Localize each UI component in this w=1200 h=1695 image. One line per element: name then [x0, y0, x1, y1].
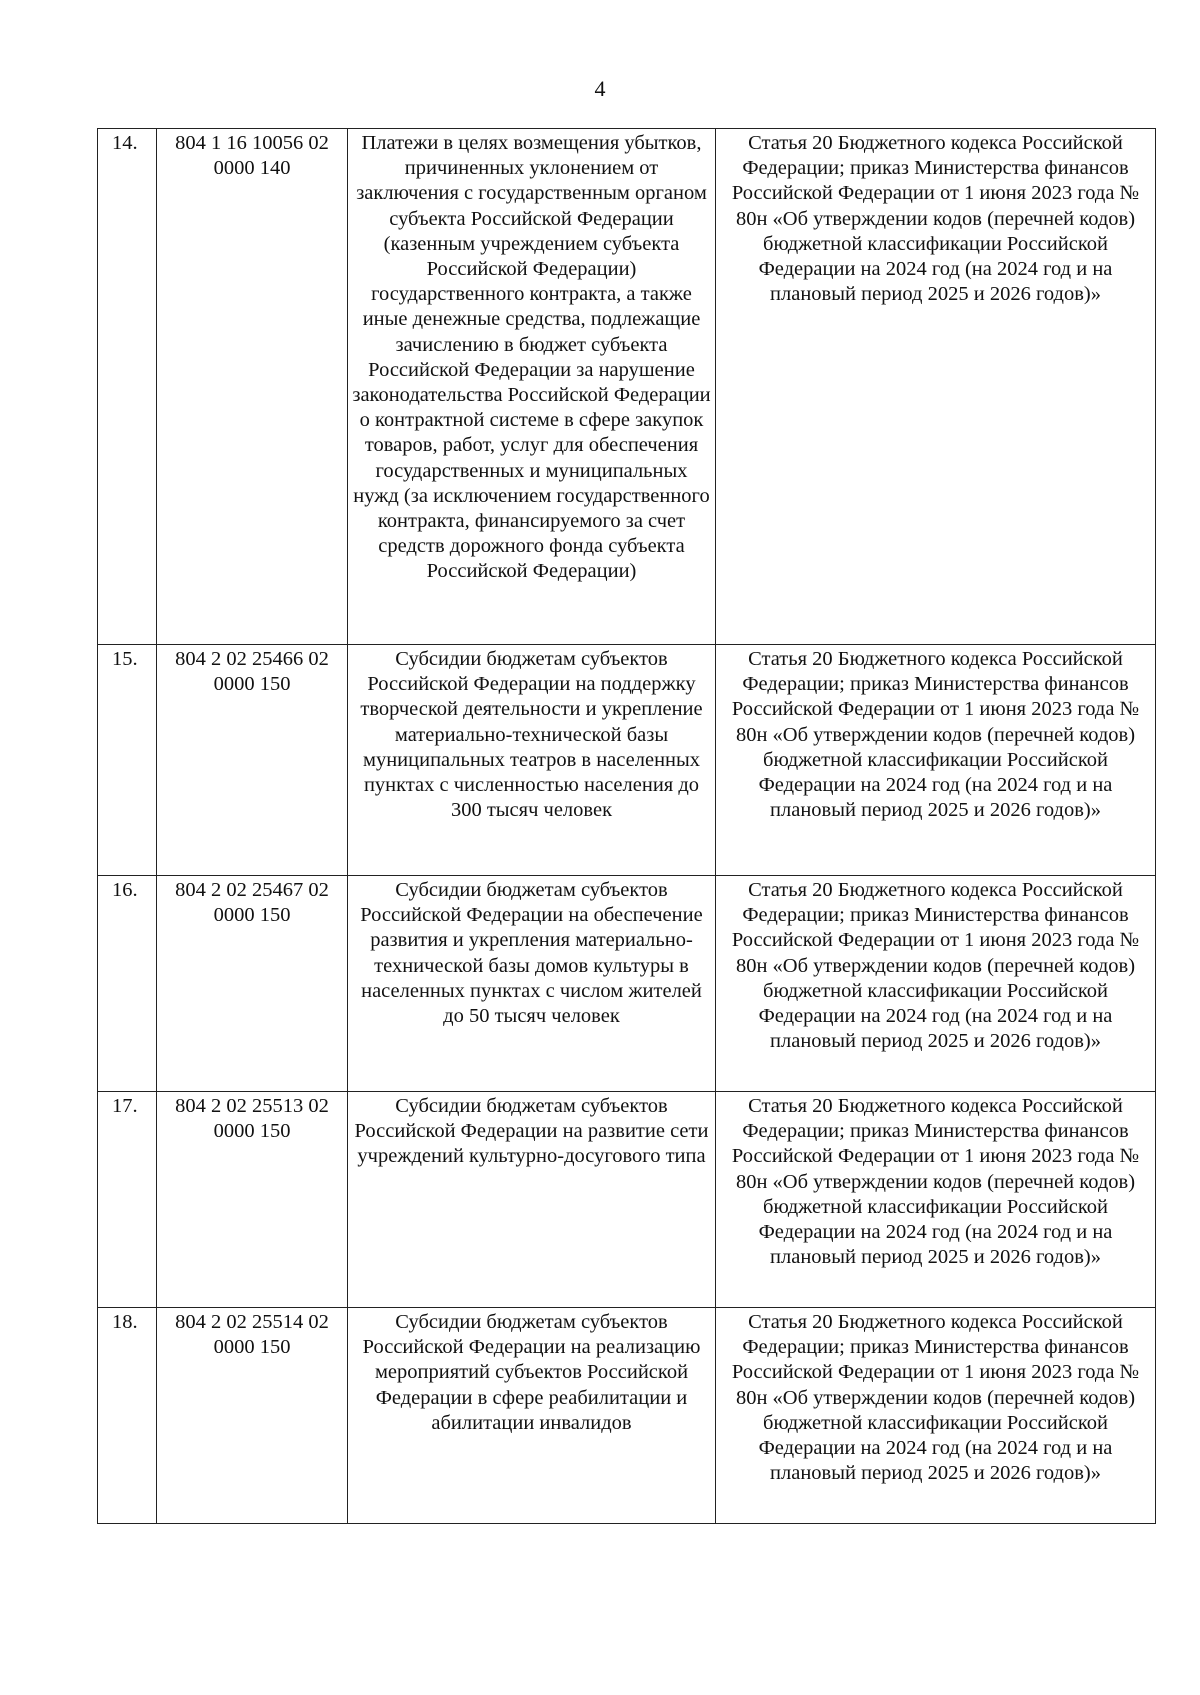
- revenue-name: Платежи в целях возмещения убытков, причиненных уклонением от заключения с государственным органом субъекта Российской Федерации (казенным учреждением субъекта Российской Федерации) государственного контракта, а также иные денежные средства, подлежащие зачислению в бюджет субъекта Российской Федерации за нарушение законодательства Российской Федерации о контрактной системе в сфере закупок товаров, работ, услуг для обеспечения государственных и муниципальных нужд (за исключением государственного контракта, финансируемого за счет средств дорожного фонда субъекта Российской Федерации): [348, 129, 716, 645]
- table-row: [98, 1092, 1156, 1308]
- budget-code: 804 2 02 25467 02 0000 150: [157, 876, 348, 1092]
- budget-code: 804 2 02 25514 02 0000 150: [157, 1308, 348, 1524]
- revenue-name: Субсидии бюджетам субъектов Российской Федерации на поддержку творческой деятельности и укрепление материально-технической базы муниципальных театров в населенных пунктах с численностью населения до 300 тысяч человек: [348, 645, 716, 876]
- legal-basis: Статья 20 Бюджетного кодекса Российской Федерации; приказ Министерства финансов Российской Федерации от 1 июня 2023 года № 80н «Об утверждении кодов (перечней кодов) бюджетной классификации Российской Федерации на 2024 год (на 2024 год и на плановый период 2025 и 2026 годов)»: [716, 129, 1156, 645]
- budget-code: 804 2 02 25466 02 0000 150: [157, 645, 348, 876]
- budget-code: 804 2 02 25513 02 0000 150: [157, 1092, 348, 1308]
- revenue-name: Субсидии бюджетам субъектов Российской Федерации на реализацию мероприятий субъектов Российской Федерации в сфере реабилитации и абилитации инвалидов: [348, 1308, 716, 1524]
- table-row: [98, 645, 1156, 876]
- row-number: 17.: [98, 1092, 157, 1308]
- revenue-name: Субсидии бюджетам субъектов Российской Федерации на развитие сети учреждений культурно-досугового типа: [348, 1092, 716, 1308]
- table-row: [98, 876, 1156, 1092]
- revenue-name: Субсидии бюджетам субъектов Российской Федерации на обеспечение развития и укрепления материально-технической базы домов культуры в населенных пунктах с числом жителей до 50 тысяч человек: [348, 876, 716, 1092]
- budget-codes-table: [97, 128, 1156, 1524]
- page-number: 4: [594, 76, 606, 101]
- budget-code: 804 1 16 10056 02 0000 140: [157, 129, 348, 645]
- row-number: 15.: [98, 645, 157, 876]
- table-row: [98, 1308, 1156, 1524]
- table-row: [98, 129, 1156, 645]
- legal-basis: Статья 20 Бюджетного кодекса Российской Федерации; приказ Министерства финансов Российской Федерации от 1 июня 2023 года № 80н «Об утверждении кодов (перечней кодов) бюджетной классификации Российской Федерации на 2024 год (на 2024 год и на плановый период 2025 и 2026 годов)»: [716, 1092, 1156, 1308]
- legal-basis: Статья 20 Бюджетного кодекса Российской Федерации; приказ Министерства финансов Российской Федерации от 1 июня 2023 года № 80н «Об утверждении кодов (перечней кодов) бюджетной классификации Российской Федерации на 2024 год (на 2024 год и на плановый период 2025 и 2026 годов)»: [716, 1308, 1156, 1524]
- row-number: 16.: [98, 876, 157, 1092]
- row-number: 14.: [98, 129, 157, 645]
- row-number: 18.: [98, 1308, 157, 1524]
- legal-basis: Статья 20 Бюджетного кодекса Российской Федерации; приказ Министерства финансов Российской Федерации от 1 июня 2023 года № 80н «Об утверждении кодов (перечней кодов) бюджетной классификации Российской Федерации на 2024 год (на 2024 год и на плановый период 2025 и 2026 годов)»: [716, 645, 1156, 876]
- legal-basis: Статья 20 Бюджетного кодекса Российской Федерации; приказ Министерства финансов Российской Федерации от 1 июня 2023 года № 80н «Об утверждении кодов (перечней кодов) бюджетной классификации Российской Федерации на 2024 год (на 2024 год и на плановый период 2025 и 2026 годов)»: [716, 876, 1156, 1092]
